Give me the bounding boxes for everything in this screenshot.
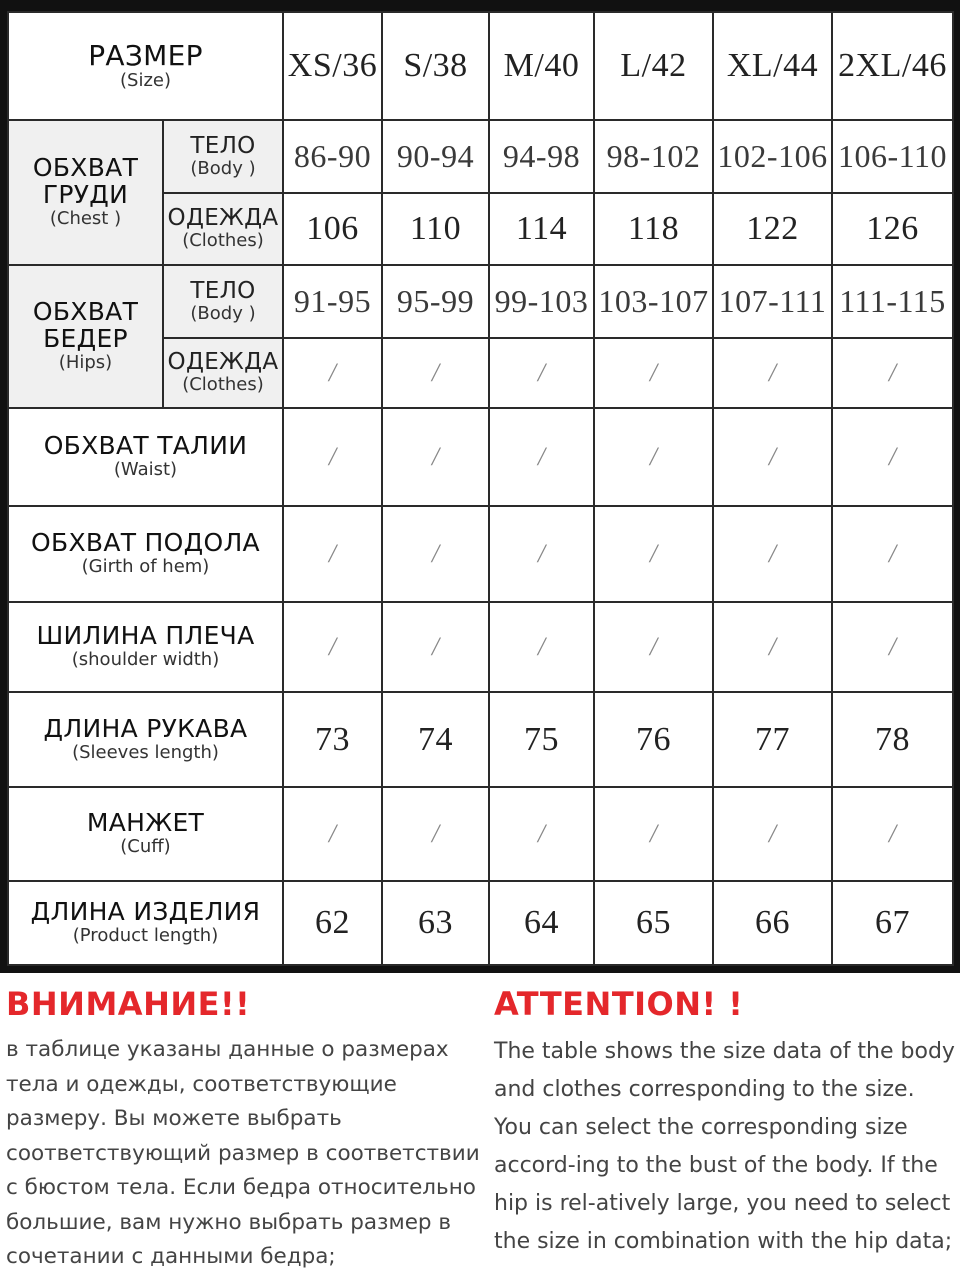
sleeve-value: 77: [713, 692, 832, 787]
hips-body-value: 91-95: [283, 265, 382, 338]
attention-notes: [0, 985, 960, 1280]
chest-clothes-ru: ОДЕЖДА: [167, 205, 279, 232]
shoulder-label-en: (shoulder width): [71, 649, 220, 671]
waist-value: /: [713, 408, 832, 506]
chest-body-value: 94-98: [489, 120, 594, 193]
hips-clothes-value: /: [489, 338, 594, 408]
chest-body-value: 98-102: [594, 120, 713, 193]
chest-clothes-en: (Clothes): [182, 230, 264, 252]
chest-clothes-value: 122: [713, 193, 832, 265]
hem-value: /: [283, 506, 382, 602]
size-s: S/38: [382, 12, 489, 120]
chest-body-value: 102-106: [713, 120, 832, 193]
sleeve-label-ru: ДЛИНА РУКАВА: [43, 713, 248, 743]
size-header-en: (Size): [120, 69, 171, 91]
cuff-label: [8, 787, 283, 881]
size-header-cell: [8, 12, 283, 120]
chest-clothes-value: 118: [594, 193, 713, 265]
shoulder-value: /: [489, 602, 594, 692]
shoulder-value: /: [713, 602, 832, 692]
hips-body-label: [163, 265, 283, 338]
chest-clothes-label: [163, 193, 283, 265]
hips-label-ru: ОБХВАТ БЕДЕР: [32, 297, 139, 353]
size-xl: XL/44: [713, 12, 832, 120]
chest-body-label: [163, 120, 283, 193]
cuff-value: /: [594, 787, 713, 881]
hem-value: /: [382, 506, 489, 602]
hem-value: /: [489, 506, 594, 602]
hips-label: [8, 265, 163, 408]
length-value: 64: [489, 881, 594, 965]
waist-value: /: [283, 408, 382, 506]
sleeve-value: 74: [382, 692, 489, 787]
chest-body-en: (Body ): [190, 157, 256, 179]
hips-body-row: [8, 265, 953, 338]
chest-body-ru: ТЕЛО: [190, 132, 256, 159]
hips-body-value: 111-115: [832, 265, 953, 338]
cuff-value: /: [382, 787, 489, 881]
hips-body-value: 95-99: [382, 265, 489, 338]
hem-value: /: [594, 506, 713, 602]
header-row: [8, 12, 953, 120]
hips-body-value: 99-103: [489, 265, 594, 338]
hips-clothes-en: (Clothes): [182, 374, 264, 396]
shoulder-label-ru: ШИЛИНА ПЛЕЧА: [36, 621, 255, 651]
length-value: 65: [594, 881, 713, 965]
shoulder-value: /: [832, 602, 953, 692]
chest-body-row: [8, 120, 953, 193]
shoulder-value: /: [283, 602, 382, 692]
hips-body-value: 107-111: [713, 265, 832, 338]
hips-body-ru: ТЕЛО: [190, 277, 256, 304]
sleeve-row: [8, 692, 953, 787]
hem-row: [8, 506, 953, 602]
shoulder-value: /: [382, 602, 489, 692]
length-value: 67: [832, 881, 953, 965]
attention-text-ru: в таблице указаны данные о размерах тела и одежды, соответствующие размеру. Вы можете выбрать соответствующий размер в соответствии с бюстом тела. Если бедра относительно большие, вам нужно выбрать размер в сочетании с данными бедра;: [6, 1037, 480, 1269]
length-value: 66: [713, 881, 832, 965]
waist-label-en: (Waist): [113, 459, 178, 481]
hem-value: /: [832, 506, 953, 602]
waist-label: [8, 408, 283, 506]
length-value: 63: [382, 881, 489, 965]
hips-clothes-value: /: [832, 338, 953, 408]
hips-body-en: (Body ): [190, 302, 256, 324]
sleeve-value: 76: [594, 692, 713, 787]
length-value: 62: [283, 881, 382, 965]
hips-clothes-value: /: [713, 338, 832, 408]
sleeve-label-en: (Sleeves length): [72, 741, 219, 763]
sleeve-value: 73: [283, 692, 382, 787]
chest-clothes-value: 126: [832, 193, 953, 265]
hips-clothes-value: /: [594, 338, 713, 408]
shoulder-value: /: [594, 602, 713, 692]
waist-value: /: [594, 408, 713, 506]
hips-body-value: 103-107: [594, 265, 713, 338]
size-xs: XS/36: [283, 12, 382, 120]
hem-label-en: (Girth of hem): [81, 556, 210, 578]
hips-clothes-value: /: [382, 338, 489, 408]
size-l: L/42: [594, 12, 713, 120]
hem-label-ru: ОБХВАТ ПОДОЛА: [31, 528, 260, 558]
chest-label-en: (Chest ): [49, 207, 122, 229]
length-label-en: (Product length): [72, 925, 219, 947]
hips-clothes-label: [163, 338, 283, 408]
hips-label-en: (Hips): [58, 351, 113, 373]
waist-value: /: [832, 408, 953, 506]
chest-label: [8, 120, 163, 265]
hem-value: /: [713, 506, 832, 602]
notes-ru: [6, 985, 484, 1275]
shoulder-row: [8, 602, 953, 692]
chest-label-ru: ОБХВАТ ГРУДИ: [32, 153, 139, 209]
chest-body-value: 106-110: [832, 120, 953, 193]
length-row: [8, 881, 953, 965]
cuff-value: /: [832, 787, 953, 881]
cuff-row: [8, 787, 953, 881]
size-m: M/40: [489, 12, 594, 120]
chest-clothes-value: 106: [283, 193, 382, 265]
cuff-label-ru: МАНЖЕТ: [86, 808, 205, 838]
waist-value: /: [382, 408, 489, 506]
chest-body-value: 90-94: [382, 120, 489, 193]
sleeve-label: [8, 692, 283, 787]
length-label-ru: ДЛИНА ИЗДЕЛИЯ: [30, 897, 261, 927]
waist-row: [8, 408, 953, 506]
chest-clothes-value: 114: [489, 193, 594, 265]
length-label: [8, 881, 283, 965]
attention-title-ru: ВНИМАНИЕ!!: [6, 985, 251, 1023]
notes-en: [494, 985, 956, 1261]
size-chart-table: [7, 11, 954, 966]
sleeve-value: 75: [489, 692, 594, 787]
chest-body-value: 86-90: [283, 120, 382, 193]
size-header-ru: РАЗМЕР: [88, 38, 203, 72]
waist-label-ru: ОБХВАТ ТАЛИИ: [43, 431, 248, 461]
cuff-value: /: [713, 787, 832, 881]
waist-value: /: [489, 408, 594, 506]
sleeve-value: 78: [832, 692, 953, 787]
hem-label: [8, 506, 283, 602]
hips-clothes-value: /: [283, 338, 382, 408]
cuff-label-en: (Cuff): [120, 836, 171, 858]
cuff-value: /: [283, 787, 382, 881]
shoulder-label: [8, 602, 283, 692]
size-2xl: 2XL/46: [832, 12, 953, 120]
hips-clothes-ru: ОДЕЖДА: [167, 349, 279, 376]
cuff-value: /: [489, 787, 594, 881]
attention-text-en: The table shows the size data of the body and clothes corresponding to the size. You can select the corresponding size accord-ing to the bust of the body. If the hip is rel-atively large, you need to select the size in combination with the hip data;: [494, 1039, 955, 1254]
chest-clothes-value: 110: [382, 193, 489, 265]
attention-title-en: ATTENTION! !: [494, 985, 744, 1023]
